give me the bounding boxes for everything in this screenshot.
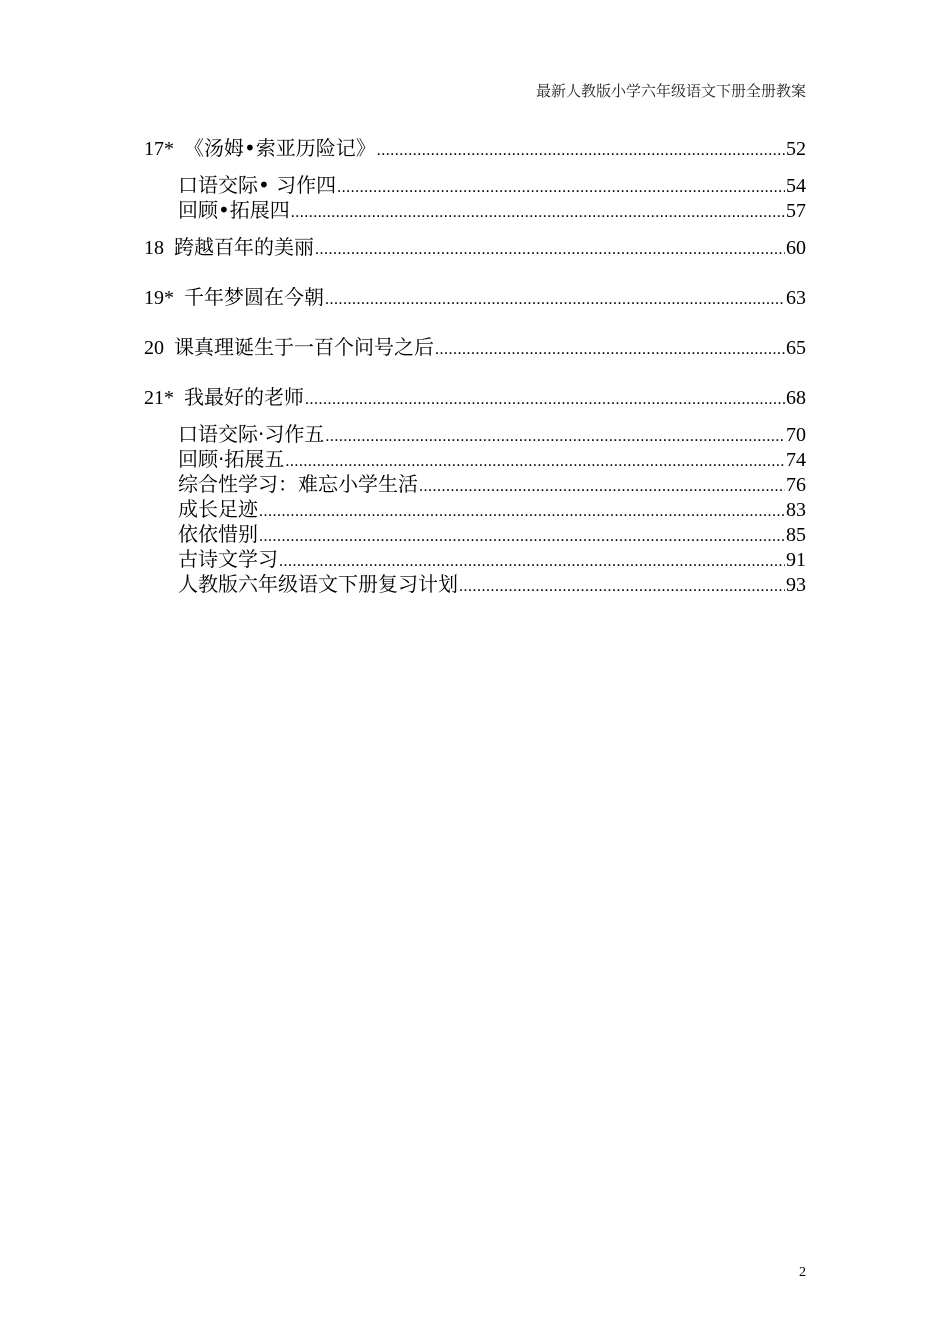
- dot-leader: [305, 387, 785, 412]
- toc-entry-title: 古诗文学习: [178, 547, 278, 571]
- toc-entry-number: 17*: [144, 138, 174, 160]
- running-header: 最新人教版小学六年级语文下册全册教案: [535, 82, 806, 100]
- toc-entry[interactable]: [144, 422, 806, 447]
- dot-leader: [377, 138, 785, 163]
- dot-leader: [285, 449, 785, 474]
- toc-entry-page: 74: [786, 449, 806, 471]
- toc-entry[interactable]: [144, 497, 806, 522]
- toc-entry-page: 70: [786, 424, 806, 446]
- toc-entry[interactable]: [144, 547, 806, 572]
- toc-entry-page: 91: [786, 549, 806, 571]
- toc-entry[interactable]: [144, 385, 806, 410]
- dot-leader: [459, 574, 785, 599]
- toc-entry[interactable]: [144, 285, 806, 310]
- toc-entry-page: 76: [786, 474, 806, 496]
- toc-entry-page: 65: [786, 337, 806, 359]
- toc-entry[interactable]: [144, 572, 806, 597]
- toc-entry[interactable]: [144, 335, 806, 360]
- toc-entry[interactable]: [144, 447, 806, 472]
- toc-entry-page: 52: [786, 138, 806, 160]
- dot-leader: [337, 175, 785, 200]
- toc-entry-title: 人教版六年级语文下册复习计划: [178, 572, 458, 596]
- toc-entry[interactable]: [144, 472, 806, 497]
- toc-entry-title: 综合性学习：难忘小学生活: [178, 472, 418, 496]
- toc-entry[interactable]: [144, 235, 806, 260]
- toc-entry-title: 课真理诞生于一百个问号之后: [174, 335, 434, 359]
- dot-leader: [259, 499, 785, 524]
- toc-entry-number: 20: [144, 337, 164, 359]
- toc-entry-page: 93: [786, 574, 806, 596]
- toc-entry-page: 68: [786, 387, 806, 409]
- toc-entry-title: 依依惜别: [178, 522, 258, 546]
- page-number: 2: [799, 1265, 806, 1280]
- toc-entry-title: 口语交际·习作五: [178, 422, 325, 446]
- toc-entry-page: 60: [786, 237, 806, 259]
- dot-leader: [325, 287, 785, 312]
- toc-entry[interactable]: [144, 198, 806, 223]
- toc-entry-page: 54: [786, 175, 806, 197]
- toc-entry-number: 21*: [144, 387, 174, 409]
- toc-entry[interactable]: [144, 173, 806, 198]
- dot-leader: [315, 237, 785, 262]
- dot-leader: [419, 474, 785, 499]
- toc-entry[interactable]: [144, 136, 806, 161]
- toc-entry-title: 回顾·拓展五: [178, 447, 285, 471]
- toc-entry-page: 85: [786, 524, 806, 546]
- toc-entry-title: 千年梦圆在今朝: [184, 285, 324, 309]
- toc-entry-title: 回顾•拓展四: [178, 198, 290, 222]
- table-of-contents: [144, 136, 806, 597]
- toc-entry-title: 《汤姆•索亚历险记》: [184, 136, 376, 160]
- dot-leader: [259, 524, 785, 549]
- toc-entry-title: 口语交际• 习作四: [178, 173, 337, 197]
- dot-leader: [279, 549, 785, 574]
- toc-entry-page: 63: [786, 287, 806, 309]
- toc-entry-title: 跨越百年的美丽: [174, 235, 314, 259]
- dot-leader: [291, 200, 785, 225]
- toc-entry-title: 我最好的老师: [184, 385, 304, 409]
- dot-leader: [435, 337, 785, 362]
- toc-entry[interactable]: [144, 522, 806, 547]
- toc-entry-page: 57: [786, 200, 806, 222]
- dot-leader: [325, 424, 785, 449]
- toc-entry-number: 18: [144, 237, 164, 259]
- toc-entry-page: 83: [786, 499, 806, 521]
- toc-entry-title: 成长足迹: [178, 497, 258, 521]
- toc-entry-number: 19*: [144, 287, 174, 309]
